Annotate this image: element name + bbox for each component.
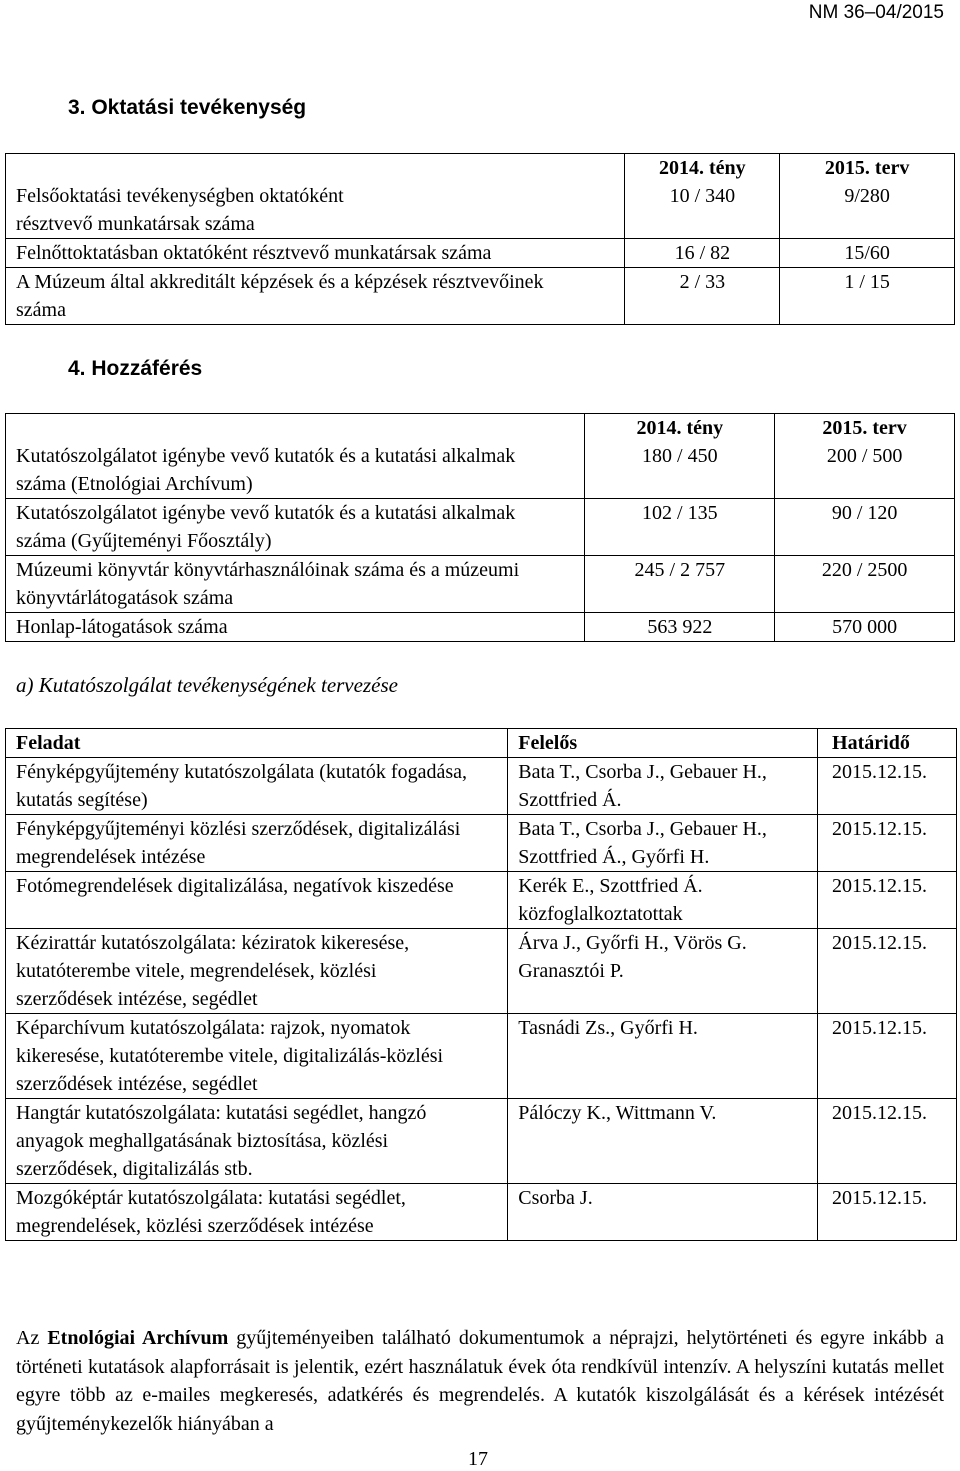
responsible-cell: Pálóczy K., Wittmann V. xyxy=(508,1099,818,1184)
row-value-2015: 1 / 15 xyxy=(780,268,955,325)
row-label: A Múzeum által akkreditált képzések és a képzések résztvevőinek száma xyxy=(6,268,625,325)
col-header-responsible: Felelős xyxy=(508,729,818,758)
row-label: Felsőoktatási tevékenységben oktatóként résztvevő munkatársak száma xyxy=(6,182,625,239)
body-paragraph xyxy=(16,1324,944,1438)
table-row xyxy=(6,499,955,556)
col-header-2014: 2014. tény xyxy=(585,414,775,443)
paragraph-bold: Etnológiai Archívum xyxy=(47,1327,229,1349)
task-cell: Fotómegrendelések digitalizálása, negatívok kiszedése xyxy=(6,872,508,929)
row-value-2015: 570 000 xyxy=(775,613,955,642)
access-table xyxy=(5,413,955,642)
row-value-2014: 180 / 450 xyxy=(585,442,775,499)
row-value-2015: 9/280 xyxy=(780,182,955,239)
task-cell: Mozgóképtár kutatószolgálata: kutatási segédlet, megrendelések, közlési szerződések intézése xyxy=(6,1184,508,1241)
deadline-cell: 2015.12.15. xyxy=(818,815,957,872)
col-header-deadline: Határidő xyxy=(818,729,957,758)
table-row xyxy=(6,239,955,268)
row-value-2015: 15/60 xyxy=(780,239,955,268)
row-value-2014: 245 / 2 757 xyxy=(585,556,775,613)
responsible-cell: Árva J., Győrfi H., Vörös G. Granasztói P. xyxy=(508,929,818,1014)
table-row xyxy=(6,1099,957,1184)
education-table xyxy=(5,153,955,325)
deadline-cell: 2015.12.15. xyxy=(818,1184,957,1241)
task-cell: Kézirattár kutatószolgálata: kéziratok kikeresése, kutatóterembe vitele, megrendelések, közlési szerződések intézése, segédlet xyxy=(6,929,508,1014)
deadline-cell: 2015.12.15. xyxy=(818,1014,957,1099)
table-row xyxy=(6,442,955,499)
col-header-2015: 2015. terv xyxy=(780,154,955,183)
deadline-cell: 2015.12.15. xyxy=(818,929,957,1014)
col-header-2014: 2014. tény xyxy=(625,154,780,183)
responsible-cell: Kerék E., Szottfried Á. közfoglalkoztatottak xyxy=(508,872,818,929)
responsible-cell: Bata T., Csorba J., Gebauer H., Szottfried Á. xyxy=(508,758,818,815)
deadline-cell: 2015.12.15. xyxy=(818,872,957,929)
table-row xyxy=(6,815,957,872)
row-label: Kutatószolgálatot igénybe vevő kutatók és a kutatási alkalmak száma (Gyűjteményi Főosztály) xyxy=(6,499,585,556)
row-value-2015: 220 / 2500 xyxy=(775,556,955,613)
row-value-2014: 10 / 340 xyxy=(625,182,780,239)
subsection-a-title: a) Kutatószolgálat tevékenységének tervezése xyxy=(16,673,398,697)
row-value-2014: 563 922 xyxy=(585,613,775,642)
section3-title: 3. Oktatási tevékenység xyxy=(68,96,307,119)
task-cell: Hangtár kutatószolgálata: kutatási segédlet, hangzó anyagok meghallgatásának biztosítása, közlési szerződések, digitalizálás stb. xyxy=(6,1099,508,1184)
table-header-row xyxy=(6,154,955,183)
task-cell: Fényképgyűjteményi közlési szerződések, digitalizálási megrendelések intézése xyxy=(6,815,508,872)
page-header: NM 36–04/2015 xyxy=(808,2,944,23)
research-service-table xyxy=(5,728,957,1241)
responsible-cell: Tasnádi Zs., Győrfi H. xyxy=(508,1014,818,1099)
row-label: Felnőttoktatásban oktatóként résztvevő munkatársak száma xyxy=(6,239,625,268)
paragraph-prefix: Az xyxy=(16,1327,48,1349)
section4-title: 4. Hozzáférés xyxy=(68,357,203,380)
row-value-2014: 16 / 82 xyxy=(625,239,780,268)
col-header-task: Feladat xyxy=(6,729,508,758)
row-label: Honlap-látogatások száma xyxy=(6,613,585,642)
table-row xyxy=(6,1014,957,1099)
table-header-row xyxy=(6,414,955,443)
table-row xyxy=(6,758,957,815)
table-row xyxy=(6,556,955,613)
table-row xyxy=(6,182,955,239)
responsible-cell: Bata T., Csorba J., Gebauer H., Szottfried Á., Győrfi H. xyxy=(508,815,818,872)
responsible-cell: Csorba J. xyxy=(508,1184,818,1241)
deadline-cell: 2015.12.15. xyxy=(818,1099,957,1184)
row-value-2014: 2 / 33 xyxy=(625,268,780,325)
row-value-2014: 102 / 135 xyxy=(585,499,775,556)
row-value-2015: 200 / 500 xyxy=(775,442,955,499)
table-row xyxy=(6,268,955,325)
table-row xyxy=(6,1184,957,1241)
deadline-cell: 2015.12.15. xyxy=(818,758,957,815)
col-header-2015: 2015. terv xyxy=(775,414,955,443)
row-value-2015: 90 / 120 xyxy=(775,499,955,556)
table-row xyxy=(6,613,955,642)
task-cell: Képarchívum kutatószolgálata: rajzok, nyomatok kikeresése, kutatóterembe vitele, digitalizálás-közlési szerződések intézése, segédlet xyxy=(6,1014,508,1099)
paragraph-text: gyűjteményeiben található dokumentumok a néprajzi, helytörténeti és egyre inkább a történeti kutatások alapforrásait is jelentik, ezért használatuk évek óta rendkívül intenzív. A helyszíni kutatás mellet egyre több az e-mailes megkeresés, adatkérés és megrendelés. A kutatók kiszolgálását és a kérések intézését gyűjteménykezelők hiányában a xyxy=(16,1327,944,1435)
row-label: Kutatószolgálatot igénybe vevő kutatók és a kutatási alkalmak száma (Etnológiai Archívum) xyxy=(6,442,585,499)
table-header-row xyxy=(6,729,957,758)
table-row xyxy=(6,872,957,929)
table-row xyxy=(6,929,957,1014)
task-cell: Fényképgyűjtemény kutatószolgálata (kutatók fogadása, kutatás segítése) xyxy=(6,758,508,815)
page-number: 17 xyxy=(468,1448,488,1470)
row-label: Múzeumi könyvtár könyvtárhasználóinak száma és a múzeumi könyvtárlátogatások száma xyxy=(6,556,585,613)
